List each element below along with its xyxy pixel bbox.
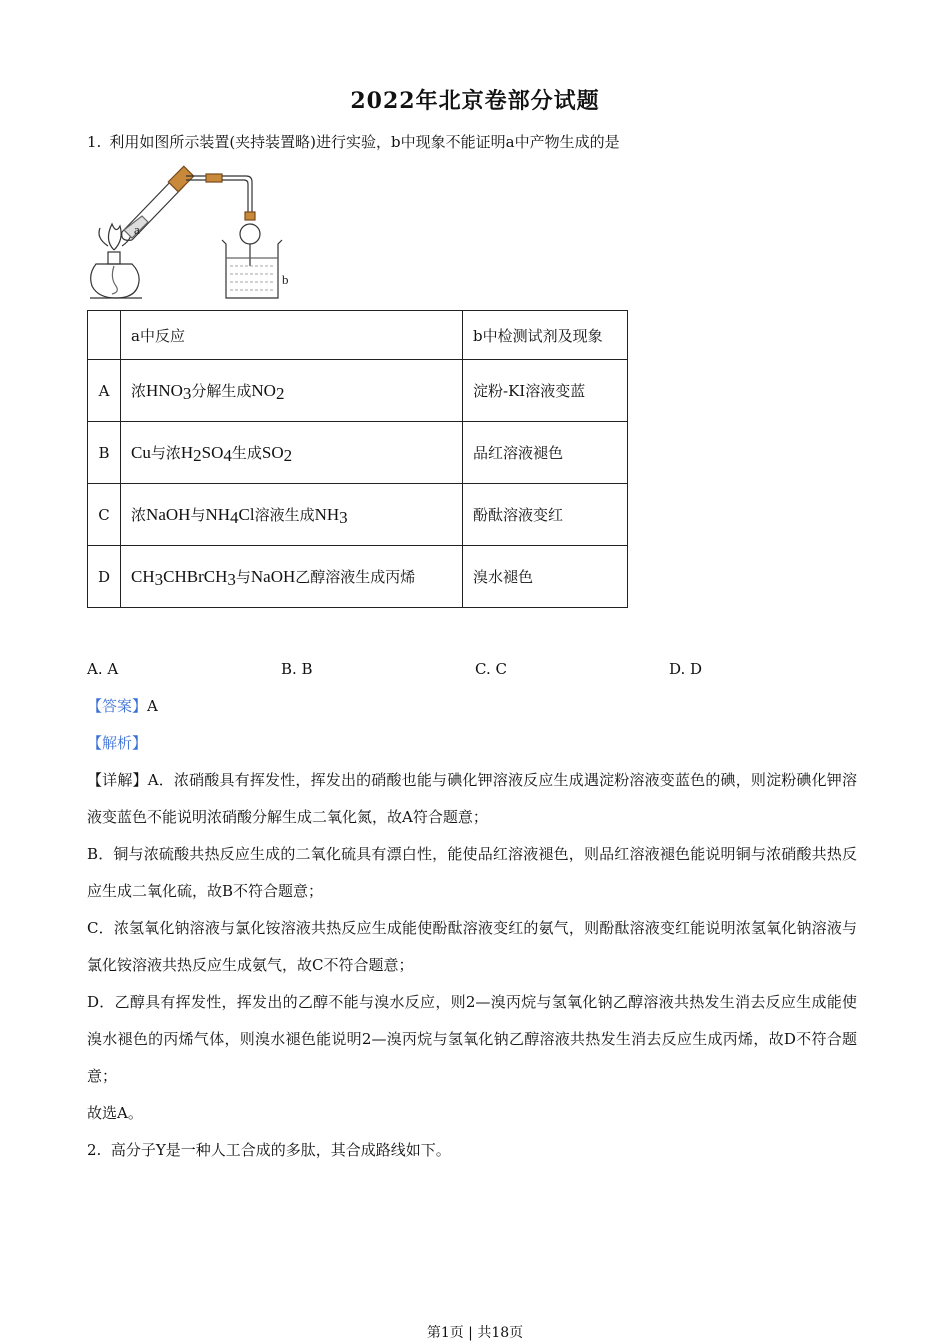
table-row <box>88 546 628 608</box>
question-number: 1. <box>87 133 102 151</box>
table-header-row <box>88 311 628 360</box>
detail-paragraph: B．铜与浓硫酸共热反应生成的二氧化硫具有漂白性，能使品红溶液褪色，则品红溶液褪色能说明铜与浓硝酸共热反应生成二氧化硫，故B不符合题意； <box>87 845 857 900</box>
choice-d[interactable]: D. D <box>669 660 703 678</box>
detection-cell: 品红溶液褪色 <box>463 422 628 484</box>
reaction-cell: Cu与浓$H_2SO_4$生成$SO_2$ <box>121 422 463 484</box>
answer-line <box>87 688 857 725</box>
reaction-cell: 浓NaOH与$NH_4Cl$溶液生成$NH_3$ <box>121 484 463 546</box>
detail-tag: 【详解】 <box>87 771 148 789</box>
detection-cell: 淀粉-KI溶液变蓝 <box>463 360 628 422</box>
question-text: 利用如图所示装置(夹持装置略)进行实验，b中现象不能证明a中产物生成的是 <box>109 133 620 151</box>
detection-cell: 溴水褪色 <box>463 546 628 608</box>
detail-paragraph: 【详解】A．浓硝酸具有挥发性，挥发出的硝酸也能与碘化钾溶液反应生成遇淀粉溶液变蓝色的碘，则淀粉碘化钾溶液变蓝色不能说明浓硝酸分解生成二氧化氮，故A符合题意； <box>87 771 857 826</box>
label-b: b <box>282 272 289 287</box>
question-2-stem: 2. 高分子Y是一种人工合成的多肽，其合成路线如下。 <box>87 1141 451 1159</box>
header-b-detection: b中检测试剂及现象 <box>463 311 628 360</box>
table-row <box>88 484 628 546</box>
analysis-line <box>87 725 857 762</box>
beaker-b <box>222 240 282 298</box>
detail-paragraph: D．乙醇具有挥发性，挥发出的乙醇不能与溴水反应，则2—溴丙烷与氢氧化钠乙醇溶液共热发生消去反应生成能使溴水褪色的丙烯气体，则溴水褪色能说明2—溴丙烷与氢氧化钠乙醇溶液共热发生消去反应生成丙烯，故D不符合题意； <box>87 993 857 1085</box>
reaction-cell: $CH_3CHBrCH_3$与NaOH乙醇溶液生成丙烯 <box>121 546 463 608</box>
row-label: A <box>88 360 121 422</box>
answer-tag: 【答案】 <box>87 697 148 715</box>
reaction-cell: 浓$HNO_3$分解生成$NO_2$ <box>121 360 463 422</box>
test-tube-a <box>122 166 194 240</box>
row-label: D <box>88 546 121 608</box>
choice-c[interactable]: C. C <box>475 660 507 678</box>
options-table <box>87 310 628 608</box>
table-row <box>88 360 628 422</box>
detail-paragraph: C．浓氢氧化钠溶液与氯化铵溶液共热反应生成能使酚酞溶液变红的氨气，则酚酞溶液变红能说明浓氢氧化钠溶液与氯化铵溶液共热反应生成氨气，故C不符合题意； <box>87 919 857 974</box>
page-title: 2022年北京卷部分试题 <box>350 88 600 114</box>
answer-value: A <box>147 697 158 715</box>
choice-b[interactable]: B. B <box>281 660 313 678</box>
detection-cell: 酚酞溶液变红 <box>463 484 628 546</box>
question-1-stem <box>87 131 620 152</box>
label-a: a <box>134 222 140 237</box>
table-cell <box>88 311 121 360</box>
table-row <box>88 422 628 484</box>
choice-a[interactable]: A. A <box>87 660 119 678</box>
row-label: B <box>88 422 121 484</box>
apparatus-diagram <box>82 162 302 304</box>
header-a-reaction: a中反应 <box>121 311 463 360</box>
analysis-tag: 【解析】 <box>87 734 148 752</box>
delivery-tube <box>186 174 260 266</box>
conclusion: 故选A。 <box>87 1104 143 1122</box>
detail-block <box>87 762 857 1169</box>
row-label: C <box>88 484 121 546</box>
page-footer: 第1页 | 共18页 <box>426 1325 524 1341</box>
